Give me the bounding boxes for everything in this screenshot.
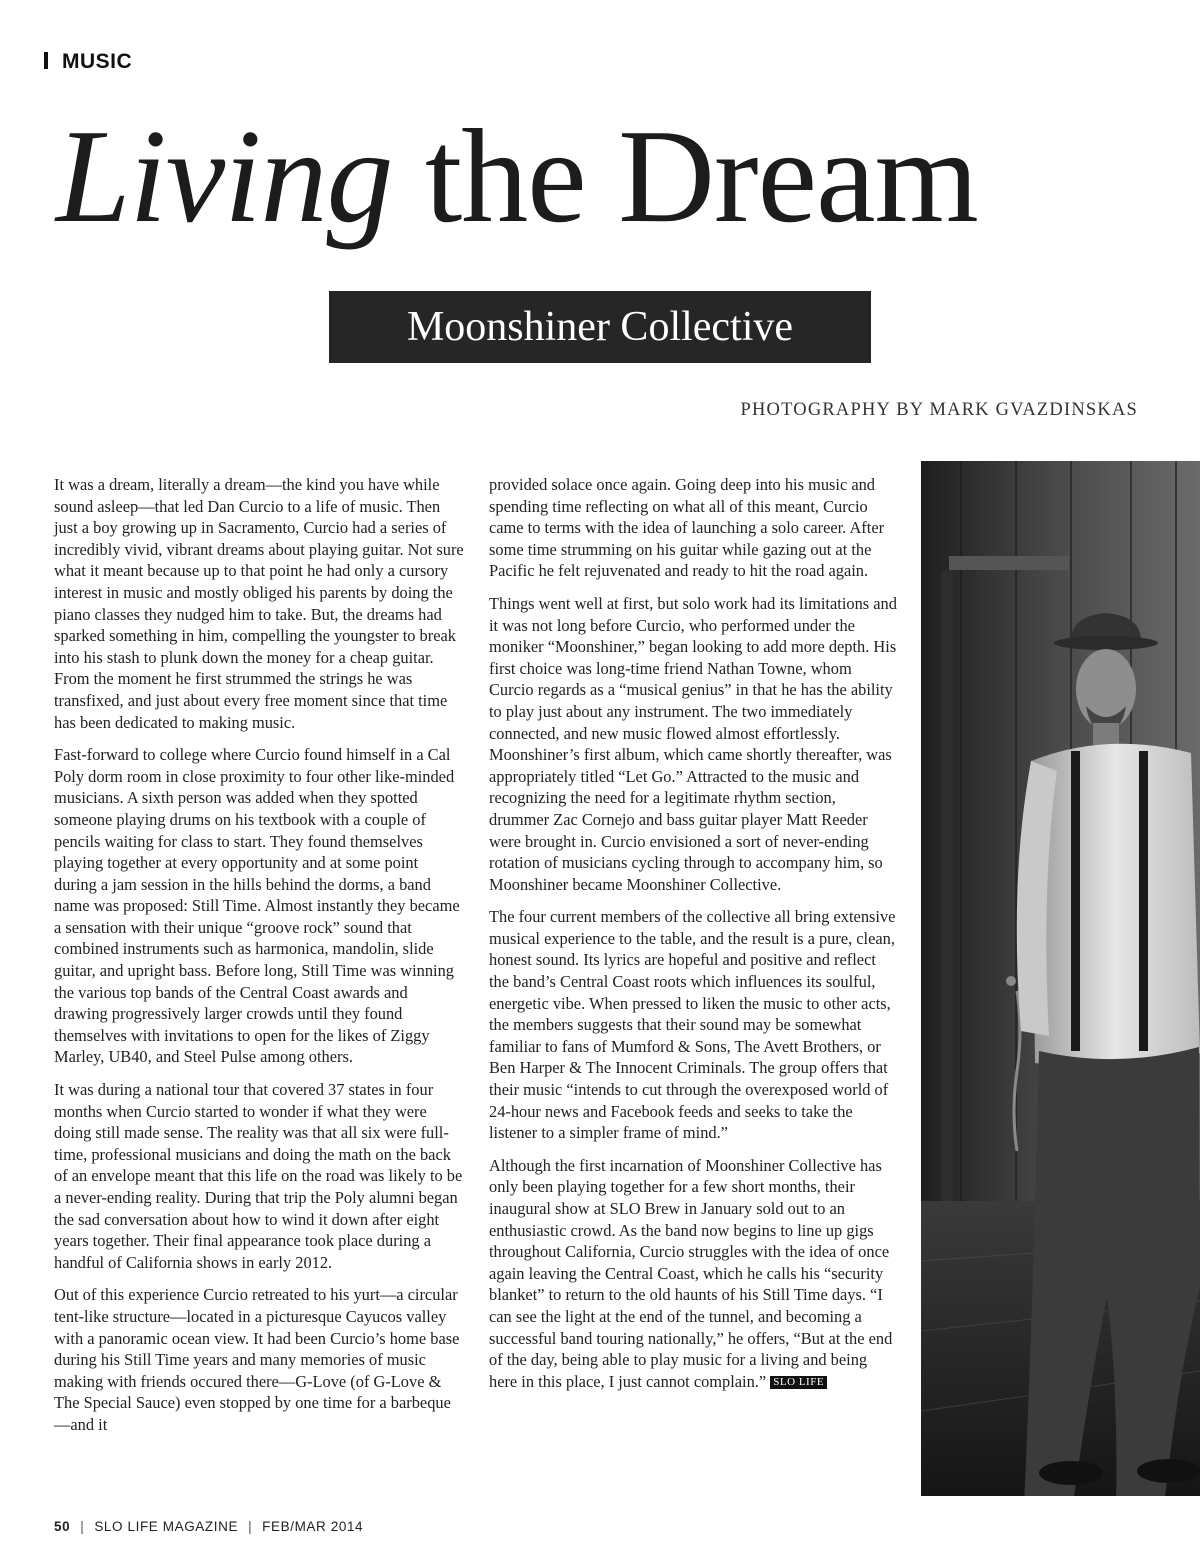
paragraph: Things went well at first, but solo work had its limitations and it was not long before Curcio, who performed under the moniker “Moonshiner,” began looking to add more depth. His first choice was long-time friend Nathan Towne, whom Curcio regards as a “musical genius” in that he has the ability to play just about any instrument. The two immediately connected, and new music flowed almost effortlessly. Moonshiner’s first album, which came shortly thereafter, was appropriately titled “Let Go.” Attracted to the music and recognizing the need for a legitimate rhythm section, drummer Zac Cornejo and bass guitar player Matt Reeder were brought in. Curcio envisioned a sort of never-ending rotation of musicians cycling through to accompany him, so Moonshiner became Moonshiner Collective. bbox=[489, 593, 897, 894]
paragraph: Out of this experience Curcio retreated to his yurt—a circular tent-like structure—located in a picturesque Cayucos valley with a panoramic ocean view. It had been Curcio’s home base during his Still Time years and many memories of music making with friends occured there—G-Love (of G-Love & The Special Sauce) even stopped by one time for a barbeque—and it bbox=[54, 1285, 460, 1434]
section-bar-icon bbox=[44, 52, 48, 69]
subtitle: Moonshiner Collective bbox=[406, 304, 794, 350]
section-tag bbox=[44, 50, 132, 74]
paragraph-final bbox=[489, 1155, 899, 1393]
end-mark: SLO LIFE bbox=[770, 1376, 827, 1389]
photo-musician-icon bbox=[921, 461, 1200, 1496]
article-column-1 bbox=[54, 474, 464, 1447]
title-rest: the Dream bbox=[392, 102, 978, 250]
section-label: MUSIC bbox=[62, 50, 133, 73]
subtitle-banner bbox=[329, 291, 871, 363]
footer-separator: | bbox=[248, 1519, 253, 1534]
title-italic: Living bbox=[56, 102, 393, 250]
article-column-2 bbox=[489, 474, 899, 1403]
footer-separator: | bbox=[80, 1519, 85, 1534]
paragraph: Fast-forward to college where Curcio found himself in a Cal Poly dorm room in close proximity to four other like-minded musicians. A sixth person was added when they spotted someone playing drums on his textbook with a couple of pencils waiting for class to start. They found themselves playing together at every opportunity and at some point during a jam session in the hills behind the dorms, a band name was proposed: Still Time. Almost instantly they became a sensation with their unique “groove rock” sound that combined instruments such as harmonica, mandolin, slide guitar, and upright bass. Before long, Still Time was winning the various top bands of the Central Coast awards and drawing progressively larger crowds until they found themselves with invitations to open for the likes of Ziggy Marley, UB40, and Steel Pulse among others. bbox=[54, 745, 460, 1067]
paragraph: It was during a national tour that covered 37 states in four months when Curcio started to wonder if what they were doing still made sense. The reality was that all six were full-time, professional musicians and doing the math on the back of an envelope meant that this life on the road was likely to be a never-ending reality. During that trip the Poly alumni began the sad conversation about how to wind it down after eight years together. Their final appearance took place during a handful of California shows in early 2012. bbox=[54, 1080, 463, 1272]
magazine-name: SLO LIFE MAGAZINE bbox=[94, 1519, 239, 1534]
page-title bbox=[56, 96, 1156, 256]
issue-date: FEB/MAR 2014 bbox=[262, 1519, 364, 1534]
page-number: 50 bbox=[54, 1519, 71, 1534]
page-footer bbox=[54, 1519, 363, 1534]
paragraph-text: Although the first incarnation of Moonshiner Collective has only been playing together for a few short months, their inaugural show at SLO Brew in January sold out to an enthusiastic crowd. As the band now begins to line up gigs throughout California, Curcio struggles with the idea of once again leaving the Central Coast, which he calls his “security blanket” to return to the old haunts of his Still Time days. “I can see the light at the end of the tunnel, and becoming a successful band touring nationally,” he offers, “But at the end of the day, being able to play music for a living and being here in this place, I just cannot complain.” bbox=[489, 1155, 893, 1391]
musician-photo bbox=[921, 461, 1200, 1496]
paragraph: provided solace once again. Going deep into his music and spending time reflecting on what all of this meant, Curcio came to terms with the idea of launching a solo career. After some time strumming on his guitar while gazing out at the Pacific he felt rejuvenated and ready to hit the road again. bbox=[489, 475, 885, 581]
paragraph: The four current members of the collective all bring extensive musical experience to the table, and the result is a pure, clean, honest sound. Its lyrics are hopeful and positive and reflect the band’s Central Coast roots which influences its soulful, energetic vibe. When pressed to liken the music to other acts, the members suggests that their sound may be somewhat familiar to fans of Mumford & Sons, The Avett Brothers, or Ben Harper & The Innocent Criminals. The group offers that their music “intends to cut through the overexposed world of 24-hour news and Facebook feeds and seeks to take the listener to a simpler frame of mind.” bbox=[489, 907, 896, 1143]
photo-credit: PHOTOGRAPHY BY MARK GVAZDINSKAS bbox=[740, 400, 1138, 420]
paragraph: It was a dream, literally a dream—the kind you have while sound asleep—that led Dan Curcio to a life of music. Then just a boy growing up in Sacramento, Curcio had a series of incredibly vivid, vibrant dreams about playing guitar. Not sure what it meant because up to that point he had only a cursory interest in music and mostly obliged his parents by doing the piano classes they nudged him to take. But, the dreams had sparked something in him, compelling the youngster to break into his stash to plunk down the money for a cheap guitar. From the moment he first strummed the strings he was transfixed, and just about every free moment since that time has been dedicated to making music. bbox=[54, 475, 464, 732]
